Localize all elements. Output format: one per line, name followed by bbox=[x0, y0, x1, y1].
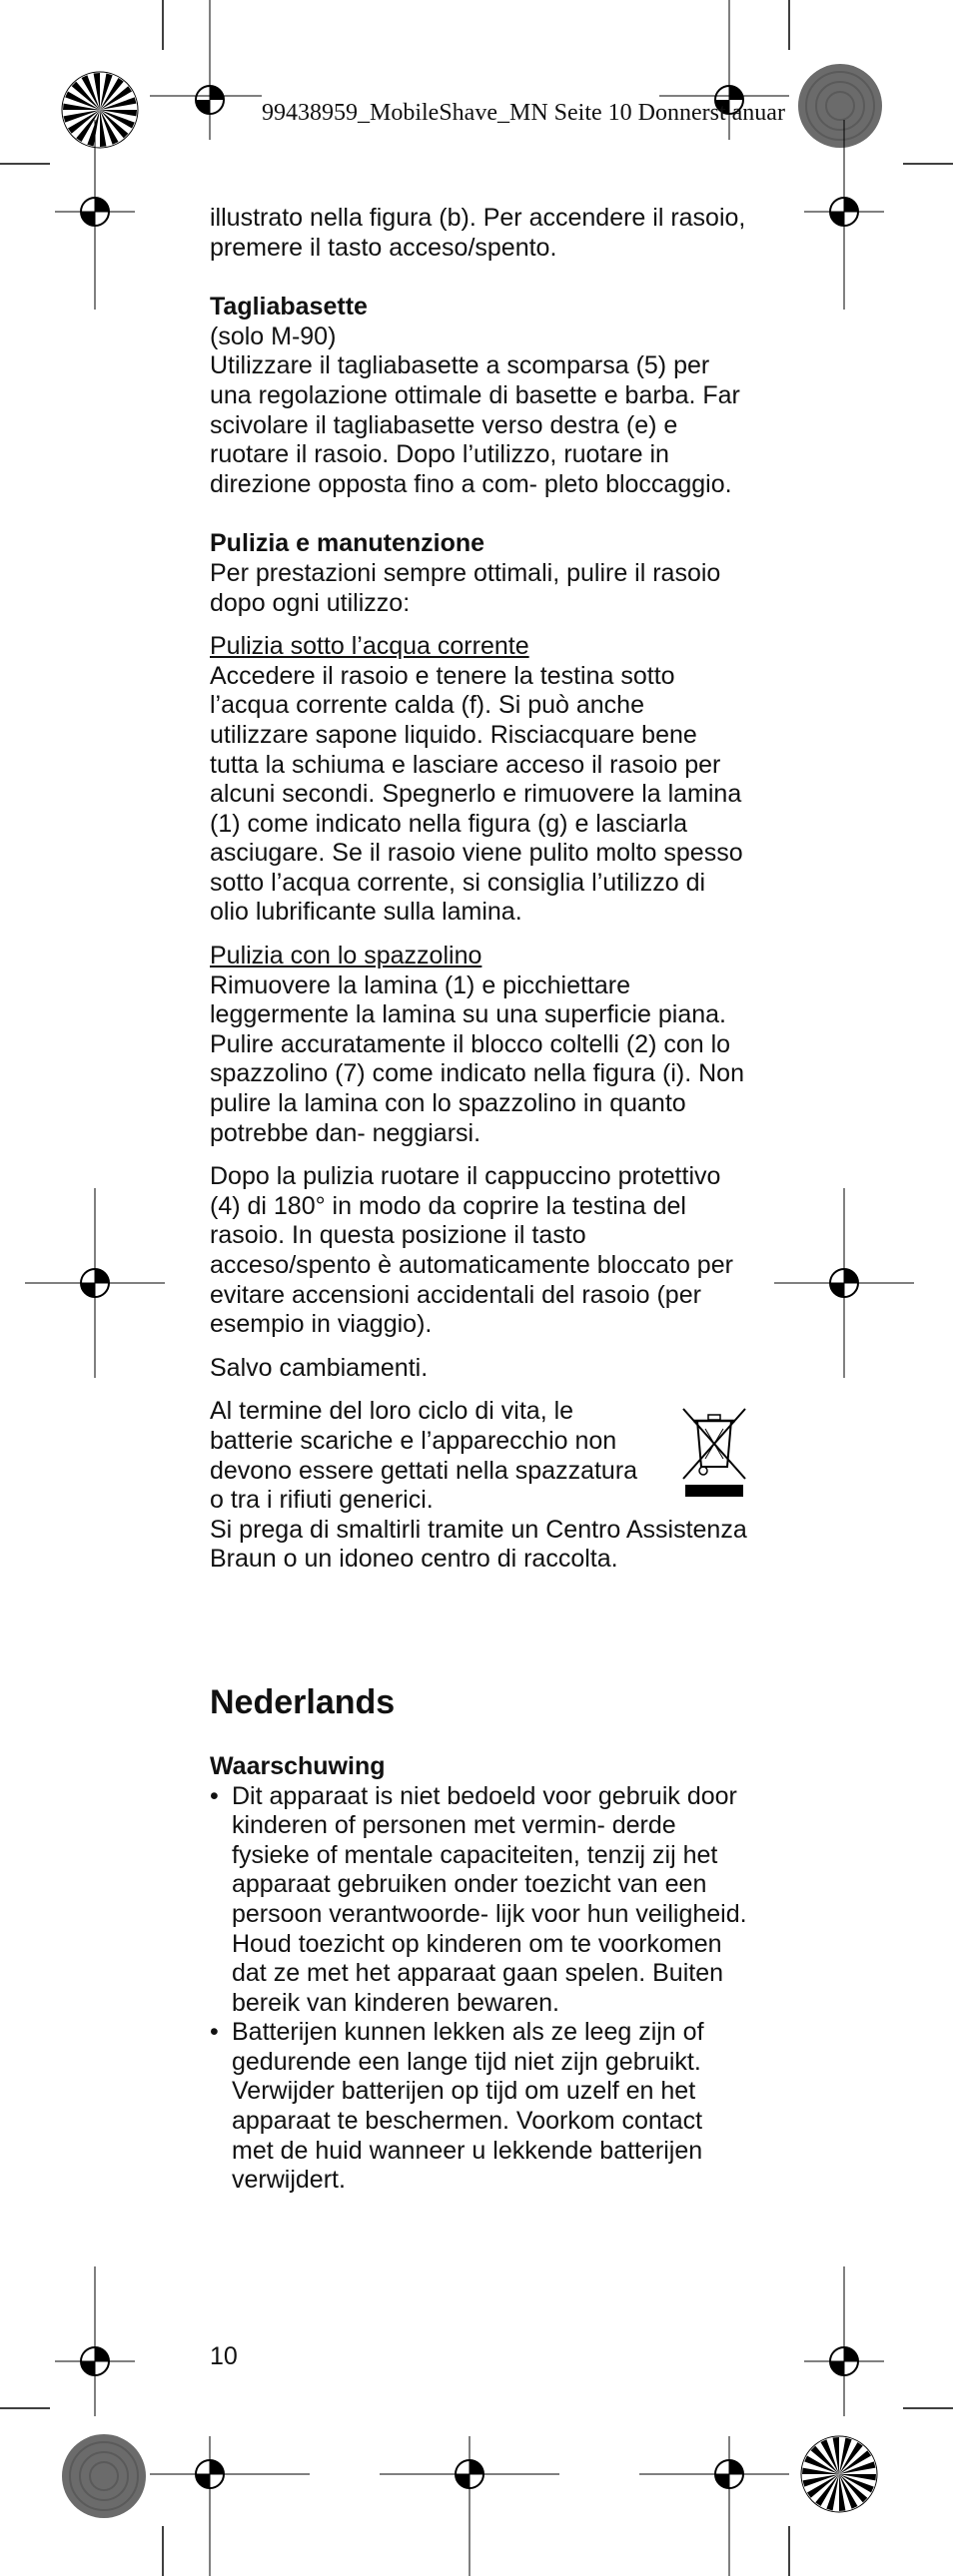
language-heading: Nederlands bbox=[210, 1682, 396, 1721]
page-number: 10 bbox=[210, 2342, 238, 2370]
print-slug bbox=[262, 100, 785, 127]
paragraph-water-cleaning: Accedere il rasoio e tenere la testina sotto l’acqua corrente calda (f). Si può anche utilizzare sapone liquido. Risciacquare bene tutta la schiuma e lasciare acceso il rasoio per alcuni secondi. Spegnerlo e rimuovere la lamina (1) come indicato nella figura (g) e lasciarla asciugare. Se il rasoio viene pulito molto spesso sotto l’acqua corrente, si consiglia l’utilizzo di olio lubrificante sulla lamina. bbox=[210, 661, 743, 927]
paragraph-after-cleaning: Dopo la pulizia ruotare il cappuccino protettivo (4) di 180° in modo da coprire la testina del rasoio. In questa posizione il tasto acceso/spento è automaticamente bloccato per evitare accensioni accidentali del rasoio (per esempio in viaggio). bbox=[210, 1162, 733, 1339]
crossed-out-wheelie-bin-icon bbox=[679, 1405, 749, 1501]
paragraph-subject-to-change: Salvo cambiamenti. bbox=[210, 1353, 429, 1382]
paragraph-brush-cleaning: Rimuovere la lamina (1) e picchiettare leggermente la lamina su una superficie piana. Pulire accuratamente il blocco coltelli (2) con lo spazzolino (7) come indicato nella figura (i). Non pulire la lamina con lo spazzolino in quanto potrebbe dan- neggiarsi. bbox=[210, 970, 744, 1147]
slug-text: 99438959_MobileShave_MN Seite 10 D bbox=[262, 100, 655, 126]
subheading-brush-cleaning: Pulizia con lo spazzolino bbox=[210, 942, 482, 970]
slug-tail: onnerst bbox=[654, 100, 726, 126]
heading-warning: Waarschuwing bbox=[210, 1751, 386, 1780]
gray-halftone-dot-icon bbox=[60, 2432, 148, 2520]
bullet: • bbox=[210, 2018, 219, 2047]
paragraph-disposal-2: Si prega di smaltirli tramite un Centro Assistenza Braun o un idoneo centro di raccolta. bbox=[210, 1515, 747, 1574]
starburst-target-icon bbox=[799, 2434, 879, 2514]
subheading-trimmer: (solo M-90) bbox=[210, 322, 337, 350]
page-body bbox=[210, 204, 749, 2196]
list-item-text: Batterijen kunnen lekken als ze leeg zijn of gedurende een lange tijd niet zijn gebruikt. Verwijder batterijen op tijd om uzelf en het apparaat te beschermen. Voorkom contact met de huid wanneer u lekkende batterijen verwijdert. bbox=[232, 2018, 704, 2195]
heading-cleaning: Pulizia e manutenzione bbox=[210, 529, 485, 558]
paragraph-shaver-on: illustrato nella figura (b). Per accendere il rasoio, premere il tasto acceso/spento. bbox=[210, 204, 746, 262]
disposal-notice bbox=[210, 1397, 749, 1575]
paragraph-disposal-1: Al termine del loro ciclo di vita, le batterie scariche e l’apparecchio non devono essere gettati nella spazzatura o tra i rifiuti generici. bbox=[210, 1397, 638, 1515]
paragraph-trimmer: Utilizzare il tagliabasette a scomparsa (5) per una regolazione ottimale di basette e barba. Far scivolare il tagliabasette verso destra (e) e ruotare il rasoio. Dopo l’utilizzo, ruotare in direzione opposta fino a com- pleto bloccaggio. bbox=[210, 351, 740, 498]
heading-trimmer: Tagliabasette bbox=[210, 293, 368, 322]
list-item-text: Dit apparaat is niet bedoeld voor gebruik door kinderen of personen met vermin- derde fysieke of mentale capaciteiten, tenzij zij het apparaat gebruiken onder toezicht van een persoon verantwoorde- lijk voor hun veiligheid. Houd toezicht op kinderen om te voorkomen dat ze met het apparaat gaan spelen. Buiten bereik van kinderen bewaren. bbox=[232, 1781, 747, 2017]
slug-tail-2: anuar bbox=[731, 100, 785, 126]
paragraph-cleaning-intro: Per prestazioni sempre ottimali, pulire il rasoio dopo ogni utilizzo: bbox=[210, 558, 721, 617]
bullet: • bbox=[210, 1781, 219, 1810]
list-item bbox=[210, 1782, 749, 2019]
list-item bbox=[210, 2018, 749, 2196]
warning-list bbox=[210, 1782, 749, 2196]
subheading-water-cleaning: Pulizia sotto l’acqua corrente bbox=[210, 632, 529, 661]
